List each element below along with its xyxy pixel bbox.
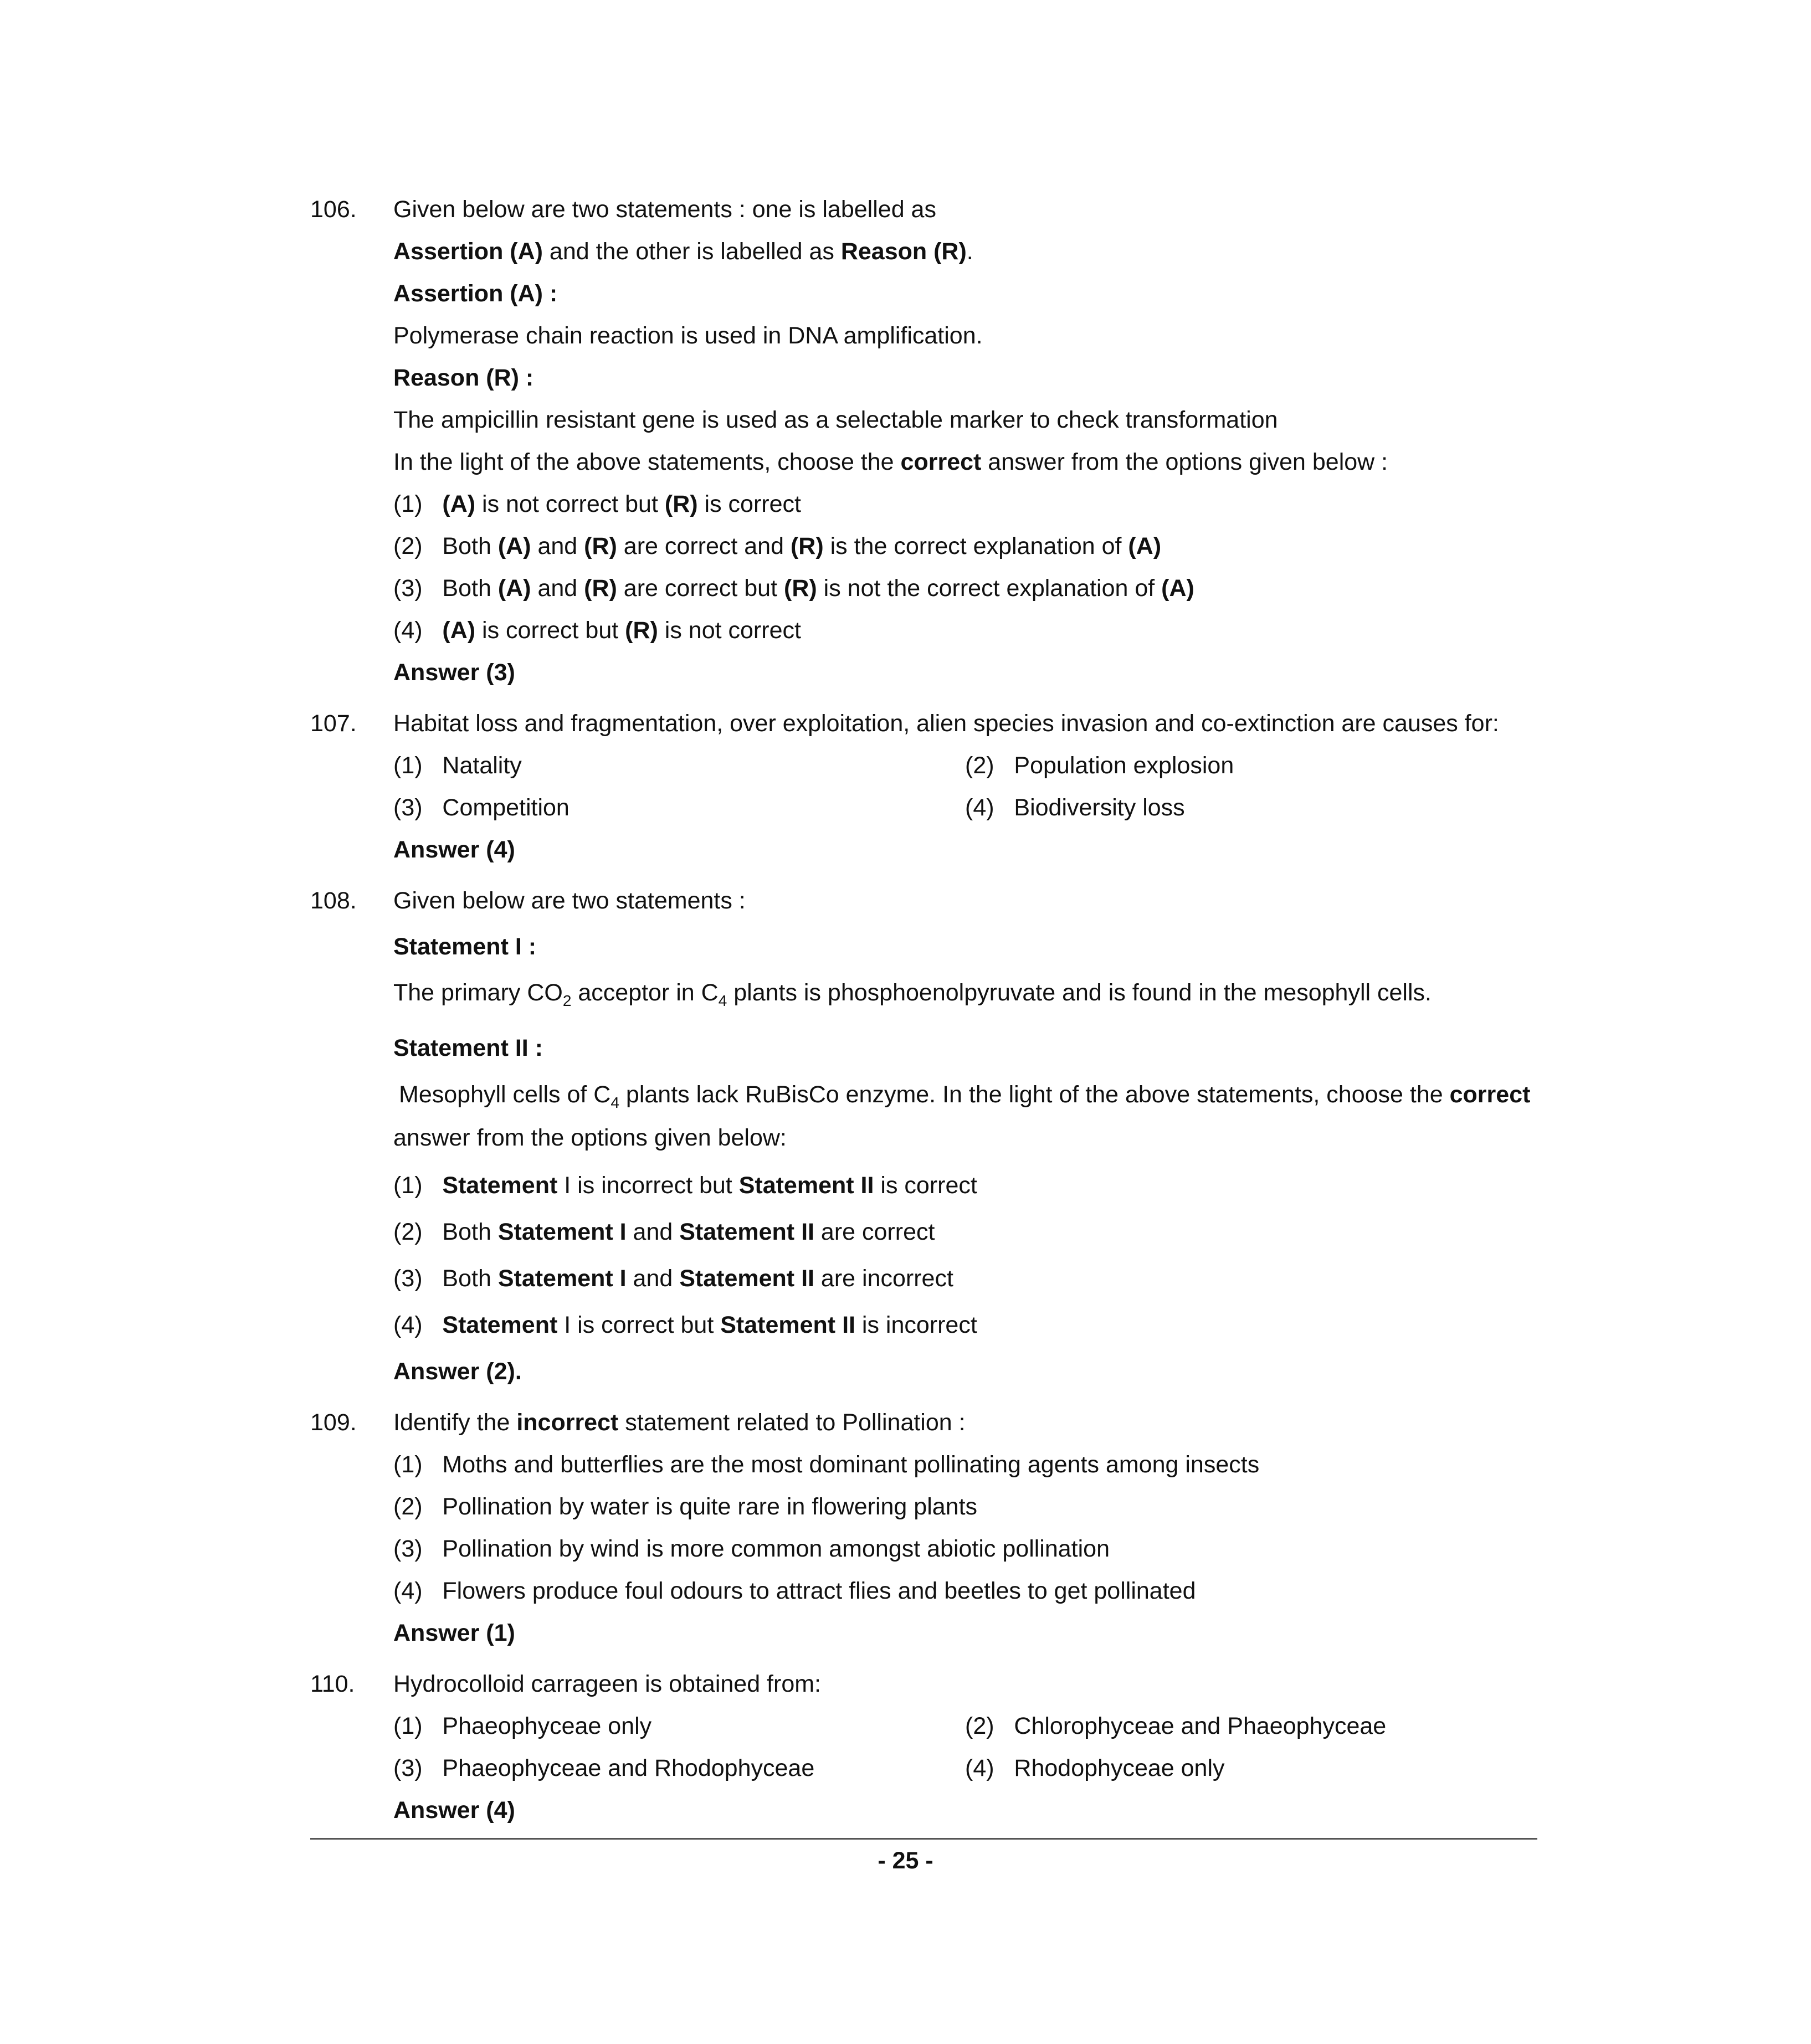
option-2: (2) Pollination by water is quite rare in flowering plants [393, 1493, 978, 1520]
question-number: 109. [310, 1409, 357, 1436]
question-stem: Hydrocolloid carrageen is obtained from: [393, 1671, 822, 1697]
question-number: 108. [310, 887, 357, 914]
question-stem: Given below are two statements : [393, 887, 746, 914]
answer: Answer (1) [393, 1620, 515, 1646]
answer: Answer (4) [393, 1797, 515, 1824]
reason-heading: Reason (R) : [393, 364, 534, 391]
assertion-text: Polymerase chain reaction is used in DNA amplification. [393, 322, 983, 349]
option-1: (1) Moths and butterflies are the most dominant pollinating agents among insects [393, 1451, 1260, 1478]
question-stem: Identify the incorrect statement related to Pollination : [393, 1409, 966, 1436]
assertion-heading: Assertion (A) : [393, 280, 558, 307]
option-2: (2) Both (A) and (R) are correct and (R) is the correct explanation of (A) [393, 533, 1162, 559]
page-number: - 25 - [878, 1847, 933, 1874]
option-1: (1) Phaeophyceae only [393, 1713, 652, 1739]
question-number: 110. [310, 1671, 355, 1697]
option-4: (4) Flowers produce foul odours to attract flies and beetles to get pollinated [393, 1578, 1196, 1604]
option-3: (3) Phaeophyceae and Rhodophyceae [393, 1755, 815, 1781]
answer: Answer (3) [393, 659, 515, 686]
question-number: 107. [310, 710, 357, 737]
option-3: (3) Competition [393, 794, 570, 821]
statement-1-heading: Statement I : [393, 933, 537, 960]
statement-2-text: Mesophyll cells of $C_4$ plants lack RuBisCo enzyme. In the light of the above statements, choose the correct [399, 1081, 1531, 1111]
reason-text: The ampicillin resistant gene is used as a selectable marker to check transformation [393, 407, 1278, 433]
option-4: (4) Rhodophyceae only [965, 1755, 1225, 1781]
option-2: (2) Both Statement I and Statement II are correct [393, 1219, 935, 1245]
statement-2-heading: Statement II : [393, 1035, 543, 1061]
option-4: (4) Biodiversity loss [965, 794, 1185, 821]
option-4: (4) Statement I is correct but Statement II is incorrect [393, 1312, 977, 1338]
answer: Answer (2). [393, 1358, 522, 1385]
option-2: (2) Population explosion [965, 752, 1234, 779]
option-1: (1) Natality [393, 752, 522, 779]
instruction: In the light of the above statements, choose the correct answer from the options given below : [393, 449, 1388, 475]
option-3: (3) Both (A) and (R) are correct but (R) is not the correct explanation of (A) [393, 575, 1194, 602]
footer-divider [310, 1838, 1537, 1840]
question-number: 106. [310, 196, 357, 223]
option-3: (3) Both Statement I and Statement II are incorrect [393, 1265, 953, 1292]
option-1: (1) (A) is not correct but (R) is correct [393, 491, 801, 517]
statement-1-text: The primary $CO_2$ acceptor in $C_4$ plants is phosphoenolpyruvate and is found in the mesophyll cells. [393, 979, 1432, 1009]
question-stem: Given below are two statements : one is labelled as [393, 196, 936, 223]
option-4: (4) (A) is correct but (R) is not correct [393, 617, 801, 644]
answer: Answer (4) [393, 836, 515, 863]
option-3: (3) Pollination by wind is more common amongst abiotic pollination [393, 1535, 1110, 1562]
option-1: (1) Statement I is incorrect but Statement II is correct [393, 1172, 977, 1199]
option-2: (2) Chlorophyceae and Phaeophyceae [965, 1713, 1387, 1739]
question-stem: Habitat loss and fragmentation, over exploitation, alien species invasion and co-extinction are causes for: [393, 710, 1499, 737]
statement-2-text-cont: answer from the options given below: [393, 1124, 787, 1151]
question-stem-line: Assertion (A) and the other is labelled as Reason (R). [393, 238, 973, 265]
